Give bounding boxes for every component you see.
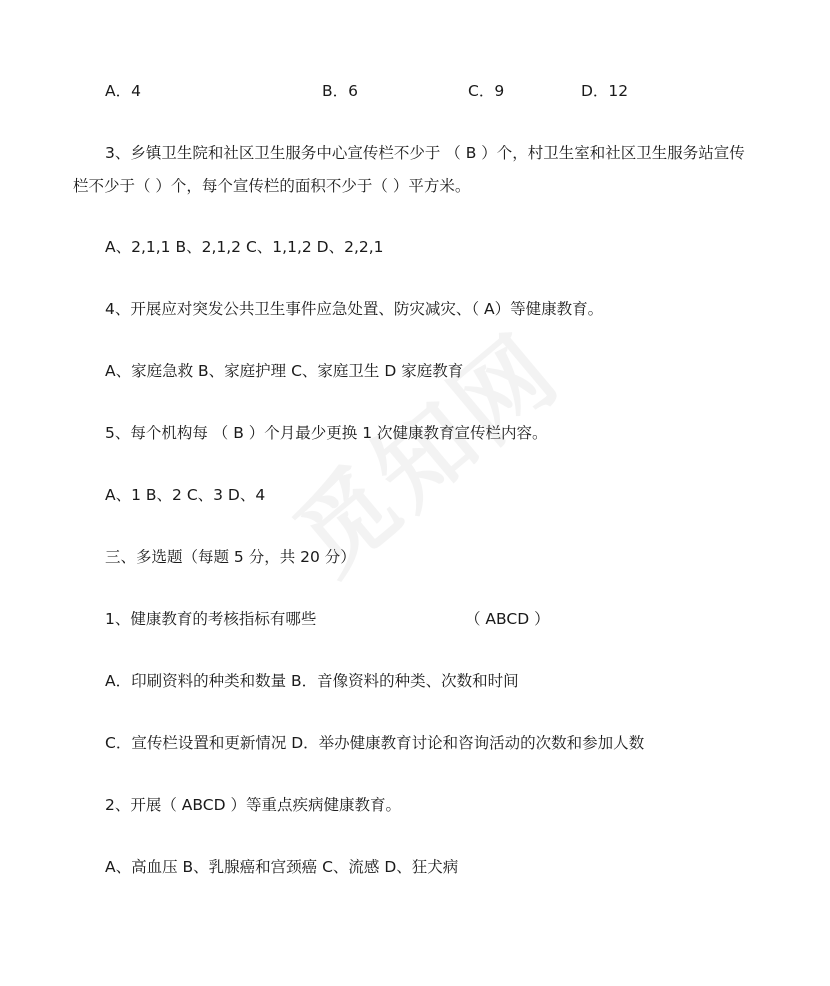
- q5-text: 5、每个机构每 （ B ）个月最少更换 1 次健康教育宣传栏内容。: [105, 424, 548, 442]
- m1-options-line1: A．印刷资料的种类和数量 B．音像资料的种类、次数和时间: [105, 672, 519, 690]
- q4-text: 4、开展应对突发公共卫生事件应急处置、防灾减灾、（ A）等健康教育。: [105, 300, 604, 318]
- q2-option-a: A．4: [105, 82, 141, 100]
- m1-answer: （ ABCD ）: [465, 610, 550, 628]
- q2-option-d: D．12: [581, 82, 629, 100]
- section-heading: 三、多选题（每题 5 分，共 20 分）: [105, 548, 356, 566]
- q2-option-c: C．9: [468, 82, 505, 100]
- q3-text-line2: 栏不少于（ ）个，每个宣传栏的面积不少于（ ）平方米。: [73, 177, 471, 195]
- m1-text: 1、健康教育的考核指标有哪些: [105, 610, 317, 628]
- m2-options: A、高血压 B、乳腺癌和宫颈癌 C、流感 D、狂犬病: [105, 858, 459, 876]
- q2-option-b: B．6: [322, 82, 358, 100]
- q5-options: A、1 B、2 C、3 D、4: [105, 486, 266, 504]
- m2-text: 2、开展（ ABCD ）等重点疾病健康教育。: [105, 796, 401, 814]
- q3-text-line1: 3、乡镇卫生院和社区卫生服务中心宣传栏不少于 （ B ）个，村卫生室和社区卫生服务站宣传: [105, 144, 745, 162]
- q4-options: A、家庭急救 B、家庭护理 C、家庭卫生 D 家庭教育: [105, 362, 464, 380]
- q3-options: A、2,1,1 B、2,1,2 C、1,1,2 D、2,2,1: [105, 238, 384, 256]
- m1-options-line2: C．宣传栏设置和更新情况 D．举办健康教育讨论和咨询活动的次数和参加人数: [105, 734, 645, 752]
